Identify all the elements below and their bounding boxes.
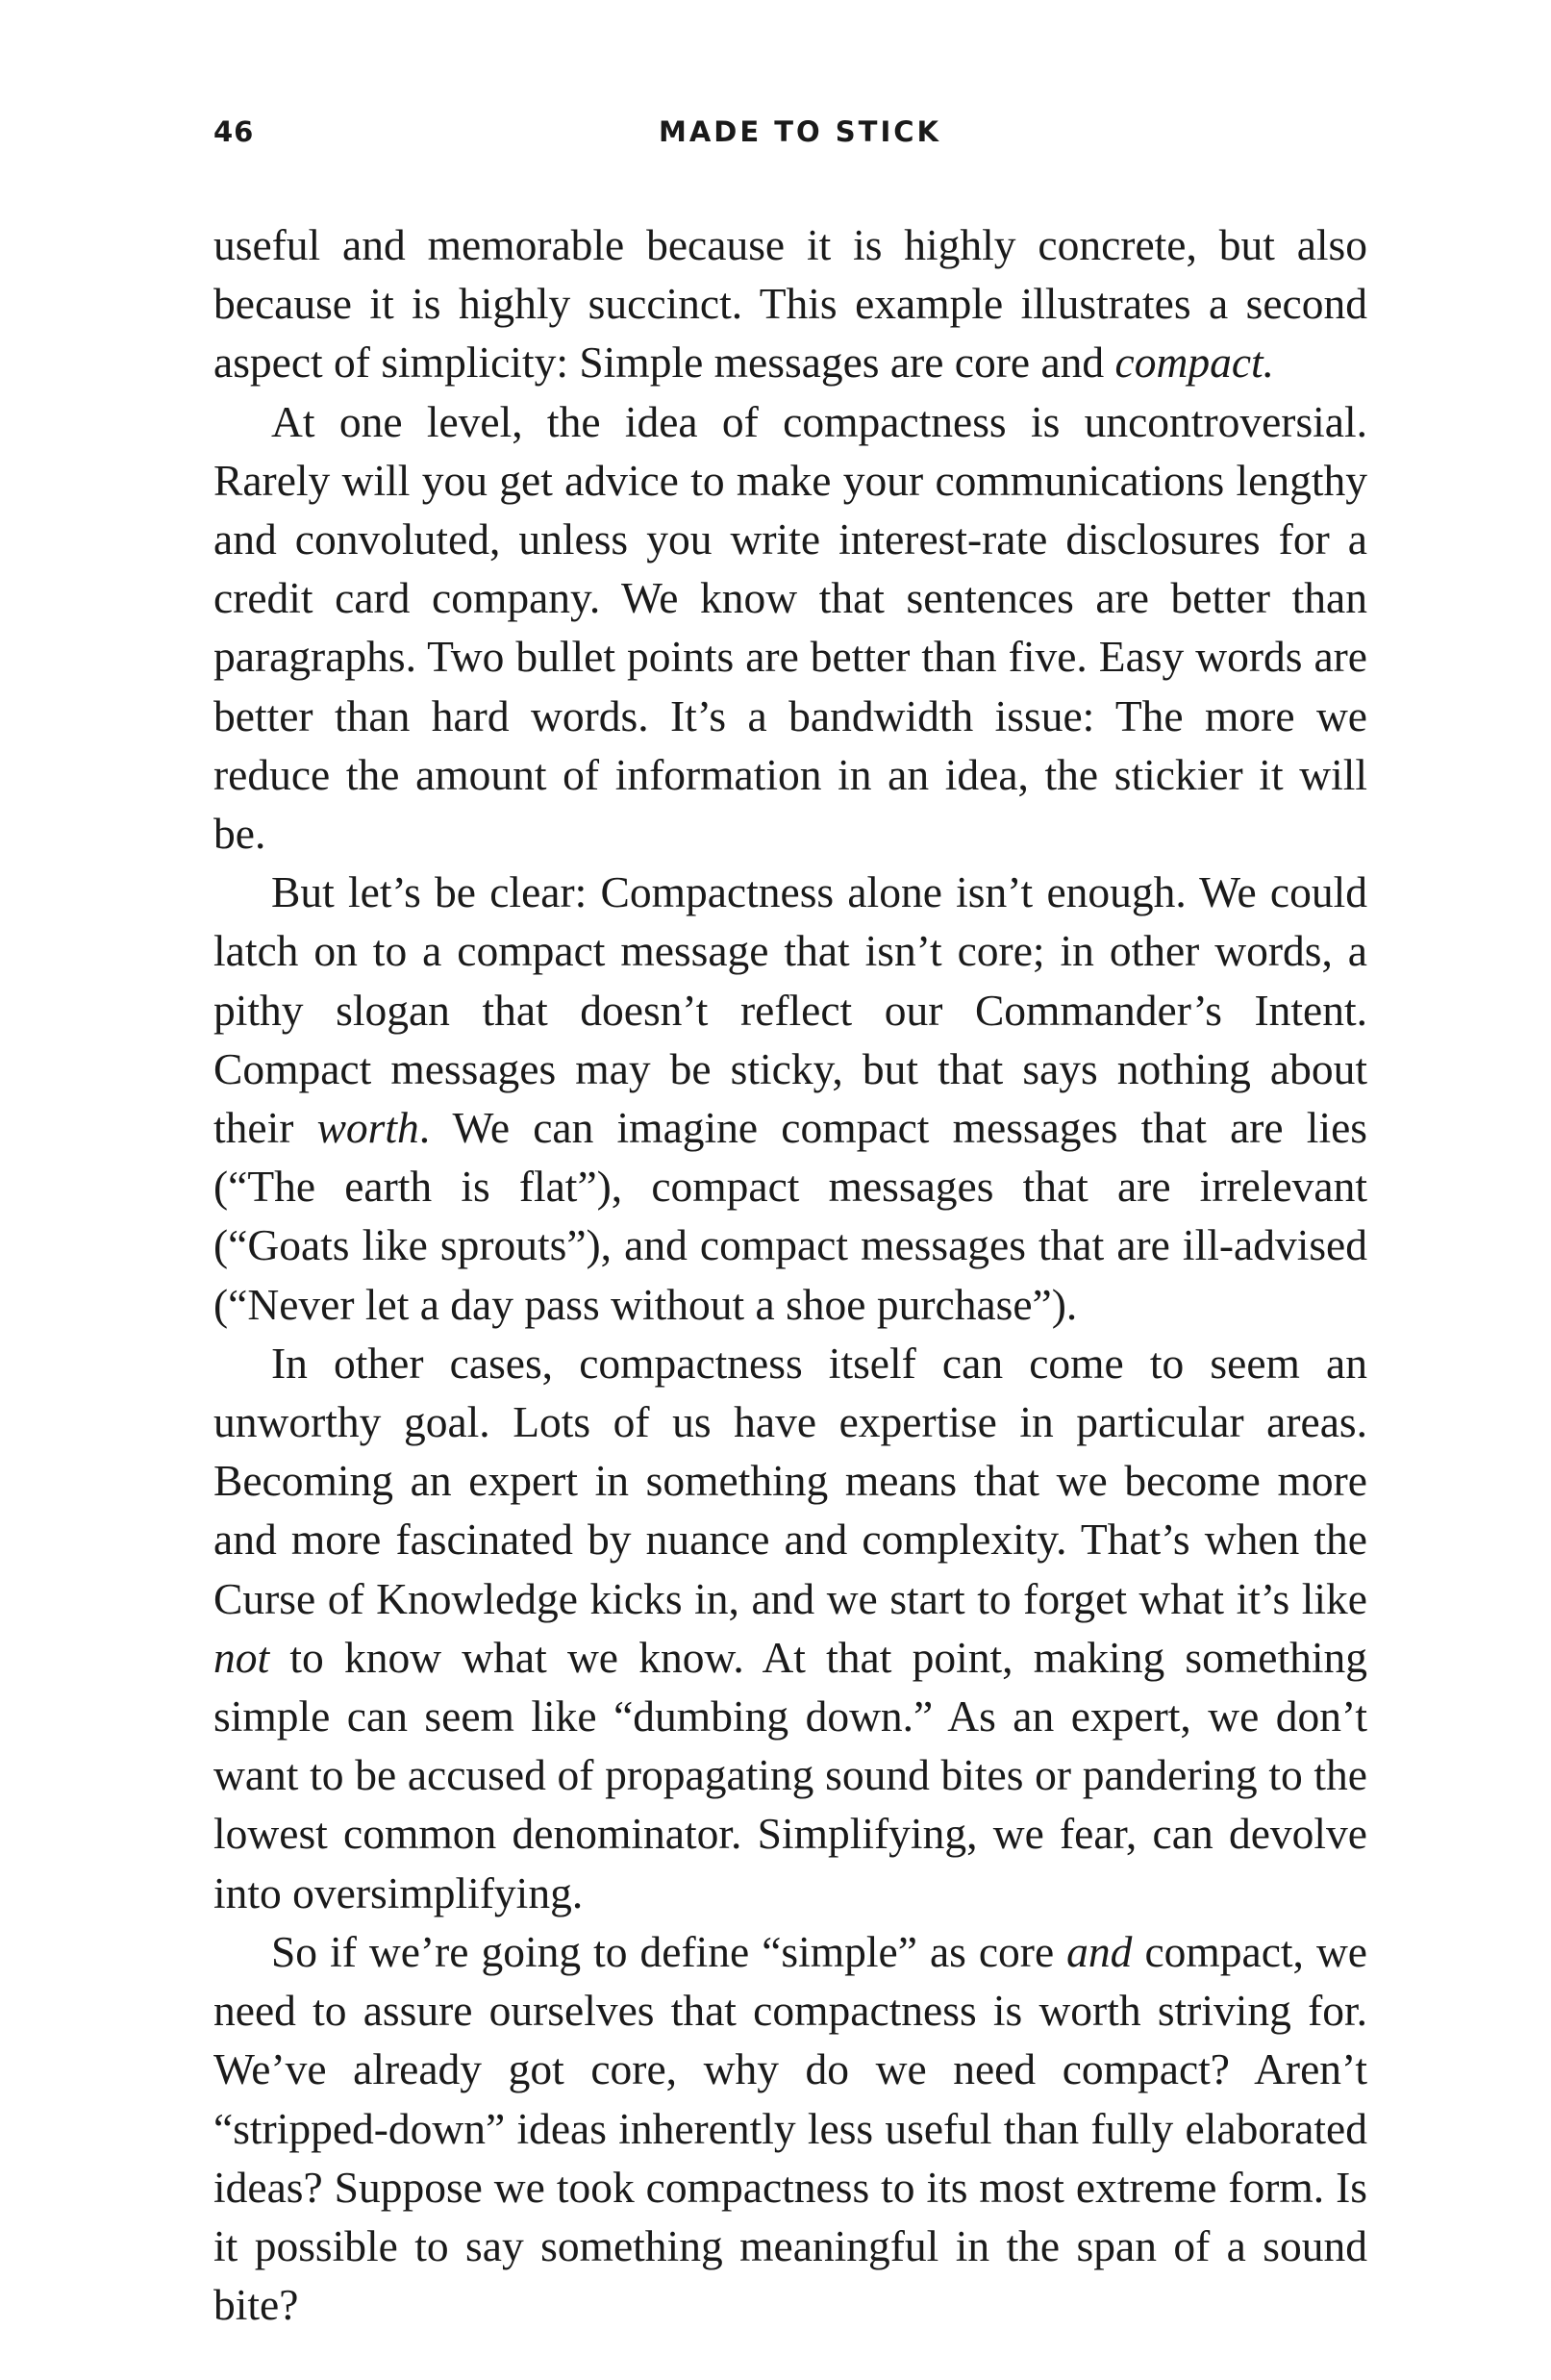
paragraph (213, 1922, 1367, 2334)
italic-text-run: compact. (1114, 338, 1275, 388)
text-run: . We can imagine compact messages that are lies (“The earth is flat”), compact messages that are irrelevant (“Goats like sprouts”), and compact messages that are ill-advised (“Never let a day pass without a shoe purchase”). (213, 1103, 1367, 1329)
paragraph (213, 1334, 1367, 1922)
page-number: 46 (213, 115, 255, 148)
paragraph (213, 392, 1367, 864)
paragraph (213, 215, 1367, 392)
running-head (213, 115, 1367, 154)
text-run: In other cases, compactness itself can come to seem an unworthy goal. Lots of us have expertise in particular areas. Becoming an expert in something means that we become more and more fascinated by nuance and complexity. That’s when the Curse of Knowledge kicks in, and we start to forget what it’s like (213, 1338, 1367, 1623)
paragraph (213, 863, 1367, 1334)
text-run: to know what we know. At that point, making something simple can seem like “dumbing down.” As an expert, we don’t want to be accused of propagating sound bites or pandering to the lowest common denominator. Simplifying, we fear, can devolve into oversimplifying. (213, 1632, 1367, 1917)
text-run: compact, we need to assure ourselves that compactness is worth striving for. We’ve already got core, why do we need compact? Aren’t “stripped-down” ideas inherently less useful than fully elaborated ideas? Suppose we took compactness to its most extreme form. Is it possible to say something meaningful in the span of a sound bite? (213, 1926, 1367, 2330)
book-title: MADE TO STICK (658, 115, 942, 148)
text-run: But let’s be clear: Compactness alone isn’t enough. We could latch on to a compact message that isn’t core; in other words, a pithy slogan that doesn’t reflect our Commander’s Intent. Compact messages may be sticky, but that says nothing about their (213, 867, 1367, 1153)
italic-text-run: not (213, 1632, 270, 1682)
text-run: So if we’re going to define “simple” as core (271, 1926, 1067, 1976)
italic-text-run: worth (316, 1103, 419, 1153)
text-run: useful and memorable because it is highly concrete, but also because it is highly succinct. This example illustrates a second aspect of simplicity: Simple messages are core and (213, 220, 1367, 388)
text-run: At one level, the idea of compactness is uncontroversial. Rarely will you get advice to make your communications lengthy and convoluted, unless you write interest-rate disclosures for a credit card company. We know that sentences are better than paragraphs. Two bullet points are better than five. Easy words are better than hard words. It’s a bandwidth issue: The more we reduce the amount of information in an idea, the stickier it will be. (213, 396, 1367, 859)
italic-text-run: and (1066, 1926, 1133, 1976)
body-text (213, 215, 1367, 2334)
